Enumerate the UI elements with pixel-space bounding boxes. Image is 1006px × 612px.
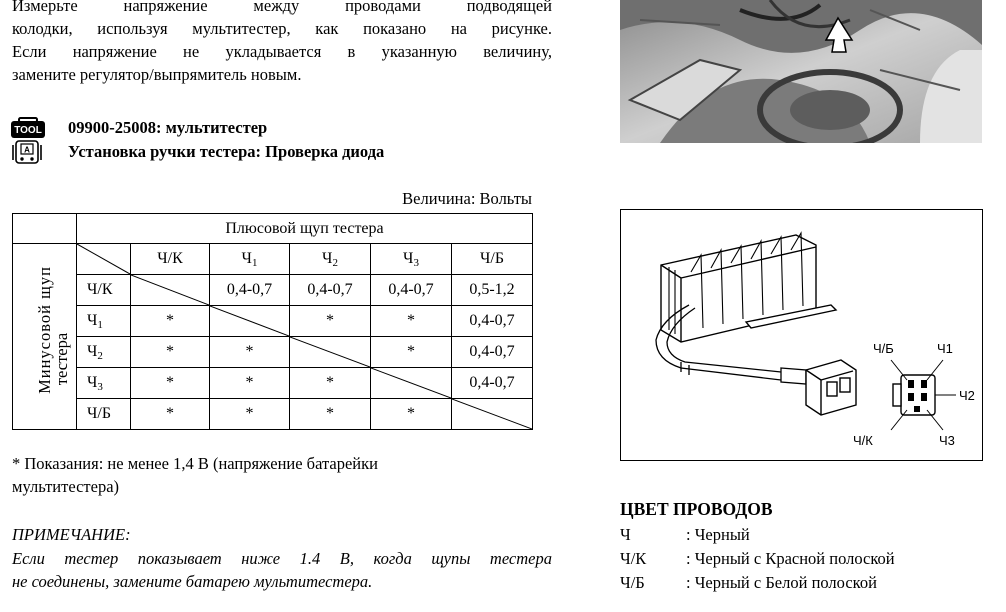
row-header: Ч/Б xyxy=(77,399,131,430)
table-cell: 0,4-0,7 xyxy=(452,368,533,399)
tool-part-row xyxy=(10,117,267,139)
header-diagonal-cell xyxy=(77,244,131,275)
tool-part-number: 09900-25008: мультитестер xyxy=(68,118,268,137)
diagonal-cell xyxy=(210,306,290,337)
wire-desc: : Черный с Красной полоской xyxy=(686,549,895,568)
svg-text:A: A xyxy=(24,145,30,155)
footnote xyxy=(12,452,492,498)
label-chb: Ч/Б xyxy=(873,341,894,356)
note-text xyxy=(12,547,552,593)
instruction-line: Измерьте напряжение между проводами подводящей xyxy=(12,0,552,15)
diagonal-cell xyxy=(290,337,371,368)
wire-colors-title: ЦВЕТ ПРОВОДОВ xyxy=(620,499,773,519)
table-cell: * xyxy=(371,399,452,430)
table-cell: * xyxy=(131,368,210,399)
wire-desc: : Черный с Белой полоской xyxy=(686,573,877,592)
column-header: Ч/К xyxy=(131,244,210,275)
table-cell: * xyxy=(131,399,210,430)
wire-color-item xyxy=(620,525,750,545)
column-header: $Ч_3$ xyxy=(371,244,452,275)
tool-icon xyxy=(10,117,46,139)
table-cell: 0,4-0,7 xyxy=(371,275,452,306)
negative-probe-header xyxy=(13,244,77,430)
units-label: Величина: Вольты xyxy=(402,189,532,208)
label-ch1: Ч1 xyxy=(937,341,953,356)
row-header: $Ч_3$ xyxy=(77,368,131,399)
multimeter-icon xyxy=(10,141,46,163)
table-row xyxy=(13,368,533,399)
table-cell: 0,4-0,7 xyxy=(290,275,371,306)
negative-probe-line1: Минусовой щуп xyxy=(35,266,54,394)
diagonal-cell xyxy=(452,399,533,430)
table-cell: 0,4-0,7 xyxy=(210,275,290,306)
table-cell: * xyxy=(131,306,210,337)
svg-text:TOOL: TOOL xyxy=(14,125,42,136)
tester-setting-row xyxy=(10,141,384,163)
row-header: $Ч_1$ xyxy=(77,306,131,337)
wire-code: Ч xyxy=(620,525,631,544)
column-header: $Ч_2$ xyxy=(290,244,371,275)
instruction-line: замените регулятор/выпрямитель новым. xyxy=(12,65,302,84)
voltage-table xyxy=(12,213,533,430)
footnote-line: мультитестера) xyxy=(12,477,120,496)
label-ch3: Ч3 xyxy=(939,433,955,448)
table-cell: * xyxy=(290,399,371,430)
diagonal-cell xyxy=(131,275,210,306)
row-header: $Ч_2$ xyxy=(77,337,131,368)
instruction-paragraph xyxy=(12,0,552,86)
positive-probe-header: Плюсовой щуп тестера xyxy=(77,214,533,244)
connector-diagram xyxy=(620,209,983,461)
wire-code: Ч/Б xyxy=(620,573,645,592)
engine-photo xyxy=(620,0,982,143)
table-cell: * xyxy=(371,306,452,337)
tester-setting: Установка ручки тестера: Проверка диода xyxy=(68,142,385,161)
instruction-line: Если напряжение не укладывается в указанную величину, xyxy=(12,42,552,61)
negative-probe-line2: тестера xyxy=(52,332,71,386)
table-row xyxy=(13,337,533,368)
table-cell: 0,4-0,7 xyxy=(452,306,533,337)
label-ch2: Ч2 xyxy=(959,388,975,403)
note-line: не соединены, замените батарею мультитестера. xyxy=(12,572,373,591)
instruction-line: колодки, используя мультитестер, как показано на рисунке. xyxy=(12,19,552,38)
footnote-line: * Показания: не менее 1,4 В (напряжение батарейки xyxy=(12,454,378,473)
column-header: Ч/Б xyxy=(452,244,533,275)
table-cell: * xyxy=(210,399,290,430)
table-cell: * xyxy=(210,337,290,368)
row-header: Ч/К xyxy=(77,275,131,306)
table-cell: 0,5-1,2 xyxy=(452,275,533,306)
table-cell: * xyxy=(210,368,290,399)
label-chk: Ч/К xyxy=(853,433,873,448)
table-corner xyxy=(13,214,77,244)
table-cell: 0,4-0,7 xyxy=(452,337,533,368)
wire-color-item xyxy=(620,549,895,569)
table-row xyxy=(13,275,533,306)
diagonal-cell xyxy=(371,368,452,399)
table-row xyxy=(13,399,533,430)
wire-desc: : Черный xyxy=(686,525,750,544)
note-line: Если тестер показывает ниже 1.4 В, когда щупы тестера xyxy=(12,549,552,568)
wire-color-item xyxy=(620,573,877,593)
note-title: ПРИМЕЧАНИЕ: xyxy=(12,525,131,544)
table-cell: * xyxy=(131,337,210,368)
table-cell: * xyxy=(290,368,371,399)
table-row xyxy=(13,306,533,337)
column-header: $Ч_1$ xyxy=(210,244,290,275)
table-cell: * xyxy=(290,306,371,337)
wire-code: Ч/К xyxy=(620,549,647,568)
table-cell: * xyxy=(371,337,452,368)
